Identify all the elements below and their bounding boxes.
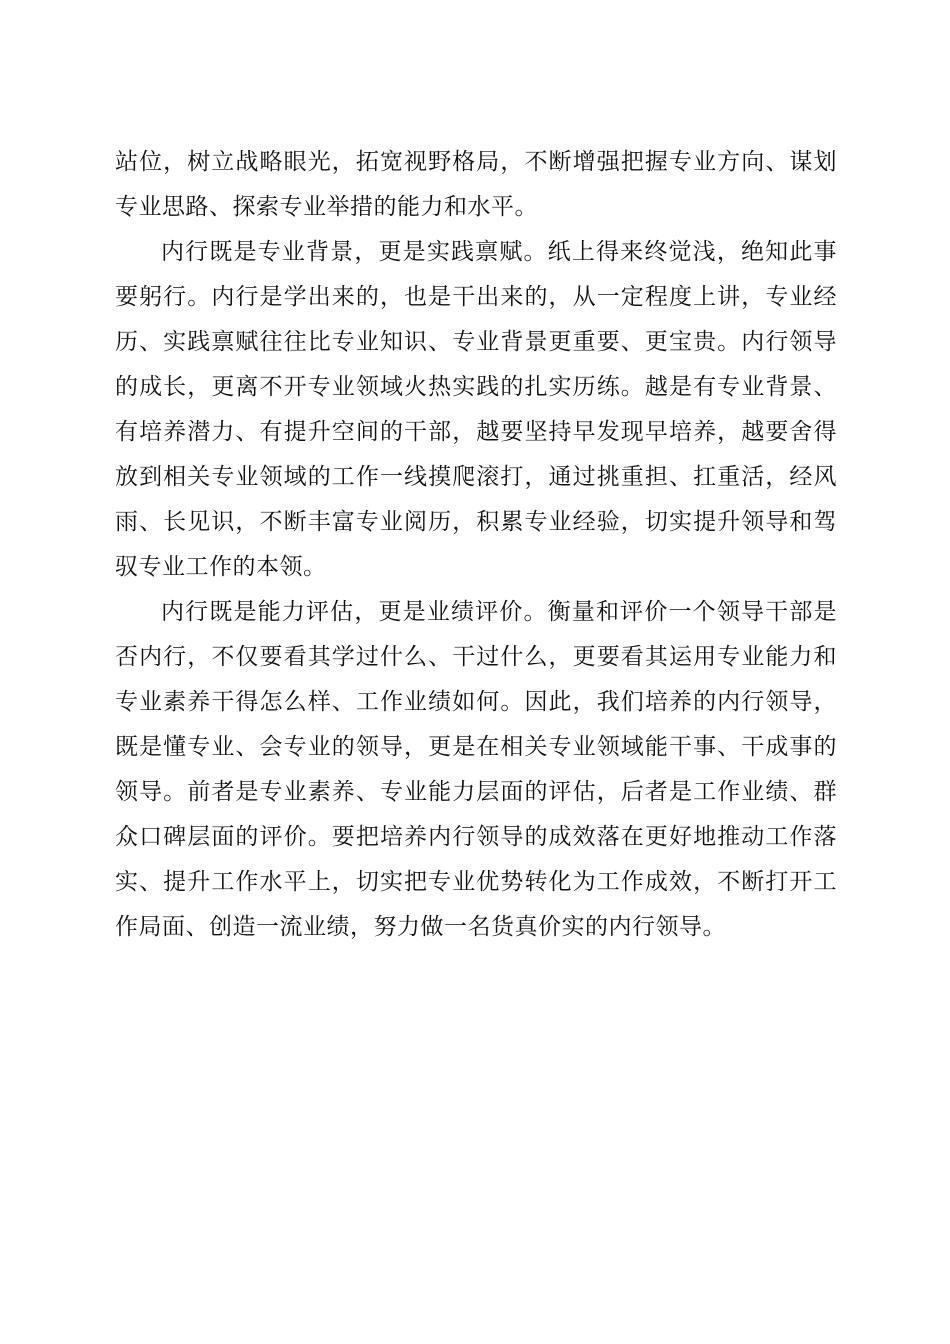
document-body: [115, 140, 837, 950]
paragraph-continued: 站位，树立战略眼光，拓宽视野格局，不断增强把握专业方向、谋划专业思路、探索专业举措的能力和水平。: [115, 149, 837, 220]
paragraph-practice: 内行既是专业背景，更是实践禀赋。纸上得来终觉浅，绝知此事要躬行。内行是学出来的，也是干出来的，从一定程度上讲，专业经历、实践禀赋往往比专业知识、专业背景更重要、更宝贵。内行领导的成长，更离不开专业领域火热实践的扎实历练。越是有专业背景、有培养潜力、有提升空间的干部，越要坚持早发现早培养，越要舍得放到相关专业领域的工作一线摸爬滚打，通过挑重担、扛重活，经风雨、长见识，不断丰富专业阅历，积累专业经验，切实提升领导和驾驭专业工作的本领。: [115, 239, 837, 580]
paragraph-performance: 内行既是能力评估，更是业绩评价。衡量和评价一个领导干部是否内行，不仅要看其学过什么、干过什么，更要看其运用专业能力和专业素养干得怎么样、工作业绩如何。因此，我们培养的内行领导，既是懂专业、会专业的领导，更是在相关专业领域能干事、干成事的领导。前者是专业素养、专业能力层面的评估，后者是工作业绩、群众口碑层面的评价。要把培养内行领导的成效落在更好地推动工作落实、提升工作水平上，切实把专业优势转化为工作成效，不断打开工作局面、创造一流业绩，努力做一名货真价实的内行领导。: [115, 599, 837, 940]
